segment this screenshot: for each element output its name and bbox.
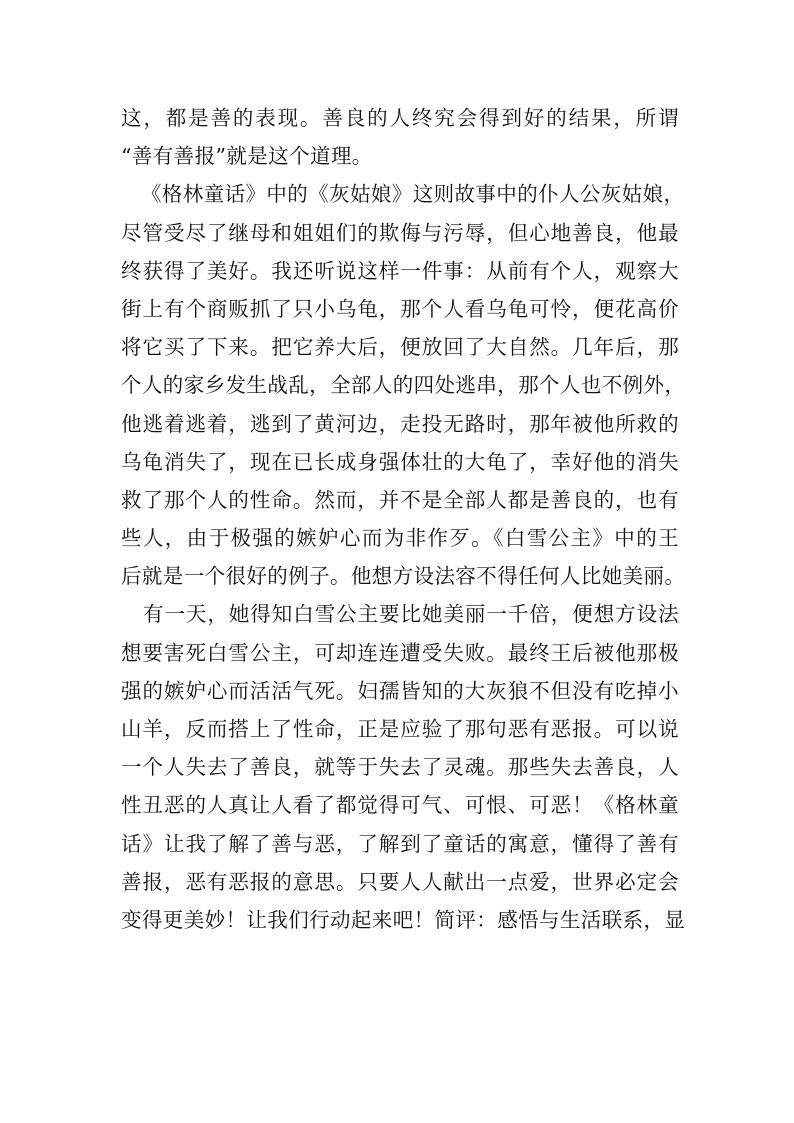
text-line: 善报，恶有恶报的意思。只要人人献出一点爱，世界必定会	[121, 869, 679, 894]
document-body	[121, 99, 686, 939]
text-line: 话》让我了解了善与恶，了解到了童话的寓意，懂得了善有	[121, 831, 679, 856]
text-line: 强的嫉妒心而活活气死。妇孺皆知的大灰狼不但没有吃掉小	[121, 678, 679, 703]
text-line: 尽管受尽了继母和姐姐们的欺侮与污辱，但心地善良，他最	[121, 220, 679, 245]
text-line: 将它买了下来。把它养大后，便放回了大自然。几年后，那	[121, 335, 679, 360]
text-line: 这，都是善的表现。善良的人终究会得到好的结果，所谓	[121, 106, 679, 130]
text-line: 性丑恶的人真让人看了都觉得可气、可恨、可恶！《格林童	[121, 793, 679, 818]
text-line: 终获得了美好。我还听说这样一件事：从前有个人，观察大	[121, 258, 679, 283]
text-line: 山羊，反而搭上了性命，正是应验了那句恶有恶报。可以说	[121, 717, 679, 741]
paragraph-start-line: 《格林童话》中的《灰姑娘》这则故事中的仆人公灰姑娘，	[141, 182, 685, 207]
text-line: 想要害死白雪公主，可却连连遭受失败。最终王后被他那极	[121, 640, 679, 665]
text-line: 后就是一个很好的例子。他想方设法容不得任何人比她美丽。	[121, 564, 686, 589]
paragraph-start-line: 有一天，她得知白雪公主要比她美丽一千倍，便想方设法	[143, 602, 679, 627]
text-line: 变得更美妙！让我们行动起来吧！简评：感悟与生活联系，显	[121, 907, 686, 932]
text-line: 乌龟消失了，现在已长成身强体壮的大龟了，幸好他的消失	[121, 449, 679, 474]
text-line: 个人的家乡发生战乱，全部人的四处逃串，那个人也不例外，	[121, 373, 686, 398]
text-line: 些人，由于极强的嫉妒心而为非作歹。《白雪公主》中的王	[121, 526, 679, 551]
text-line: 救了那个人的性命。然而，并不是全部人都是善良的，也有	[121, 487, 679, 512]
text-line: 一个人失去了善良，就等于失去了灵魂。那些失去善良，人	[121, 755, 679, 780]
text-line: 街上有个商贩抓了只小乌龟，那个人看乌龟可怜，便花高价	[121, 296, 679, 321]
text-line: 他逃着逃着，逃到了黄河边，走投无路时，那年被他所救的	[121, 411, 679, 436]
text-line: “善有善报”就是这个道理。	[121, 144, 373, 169]
